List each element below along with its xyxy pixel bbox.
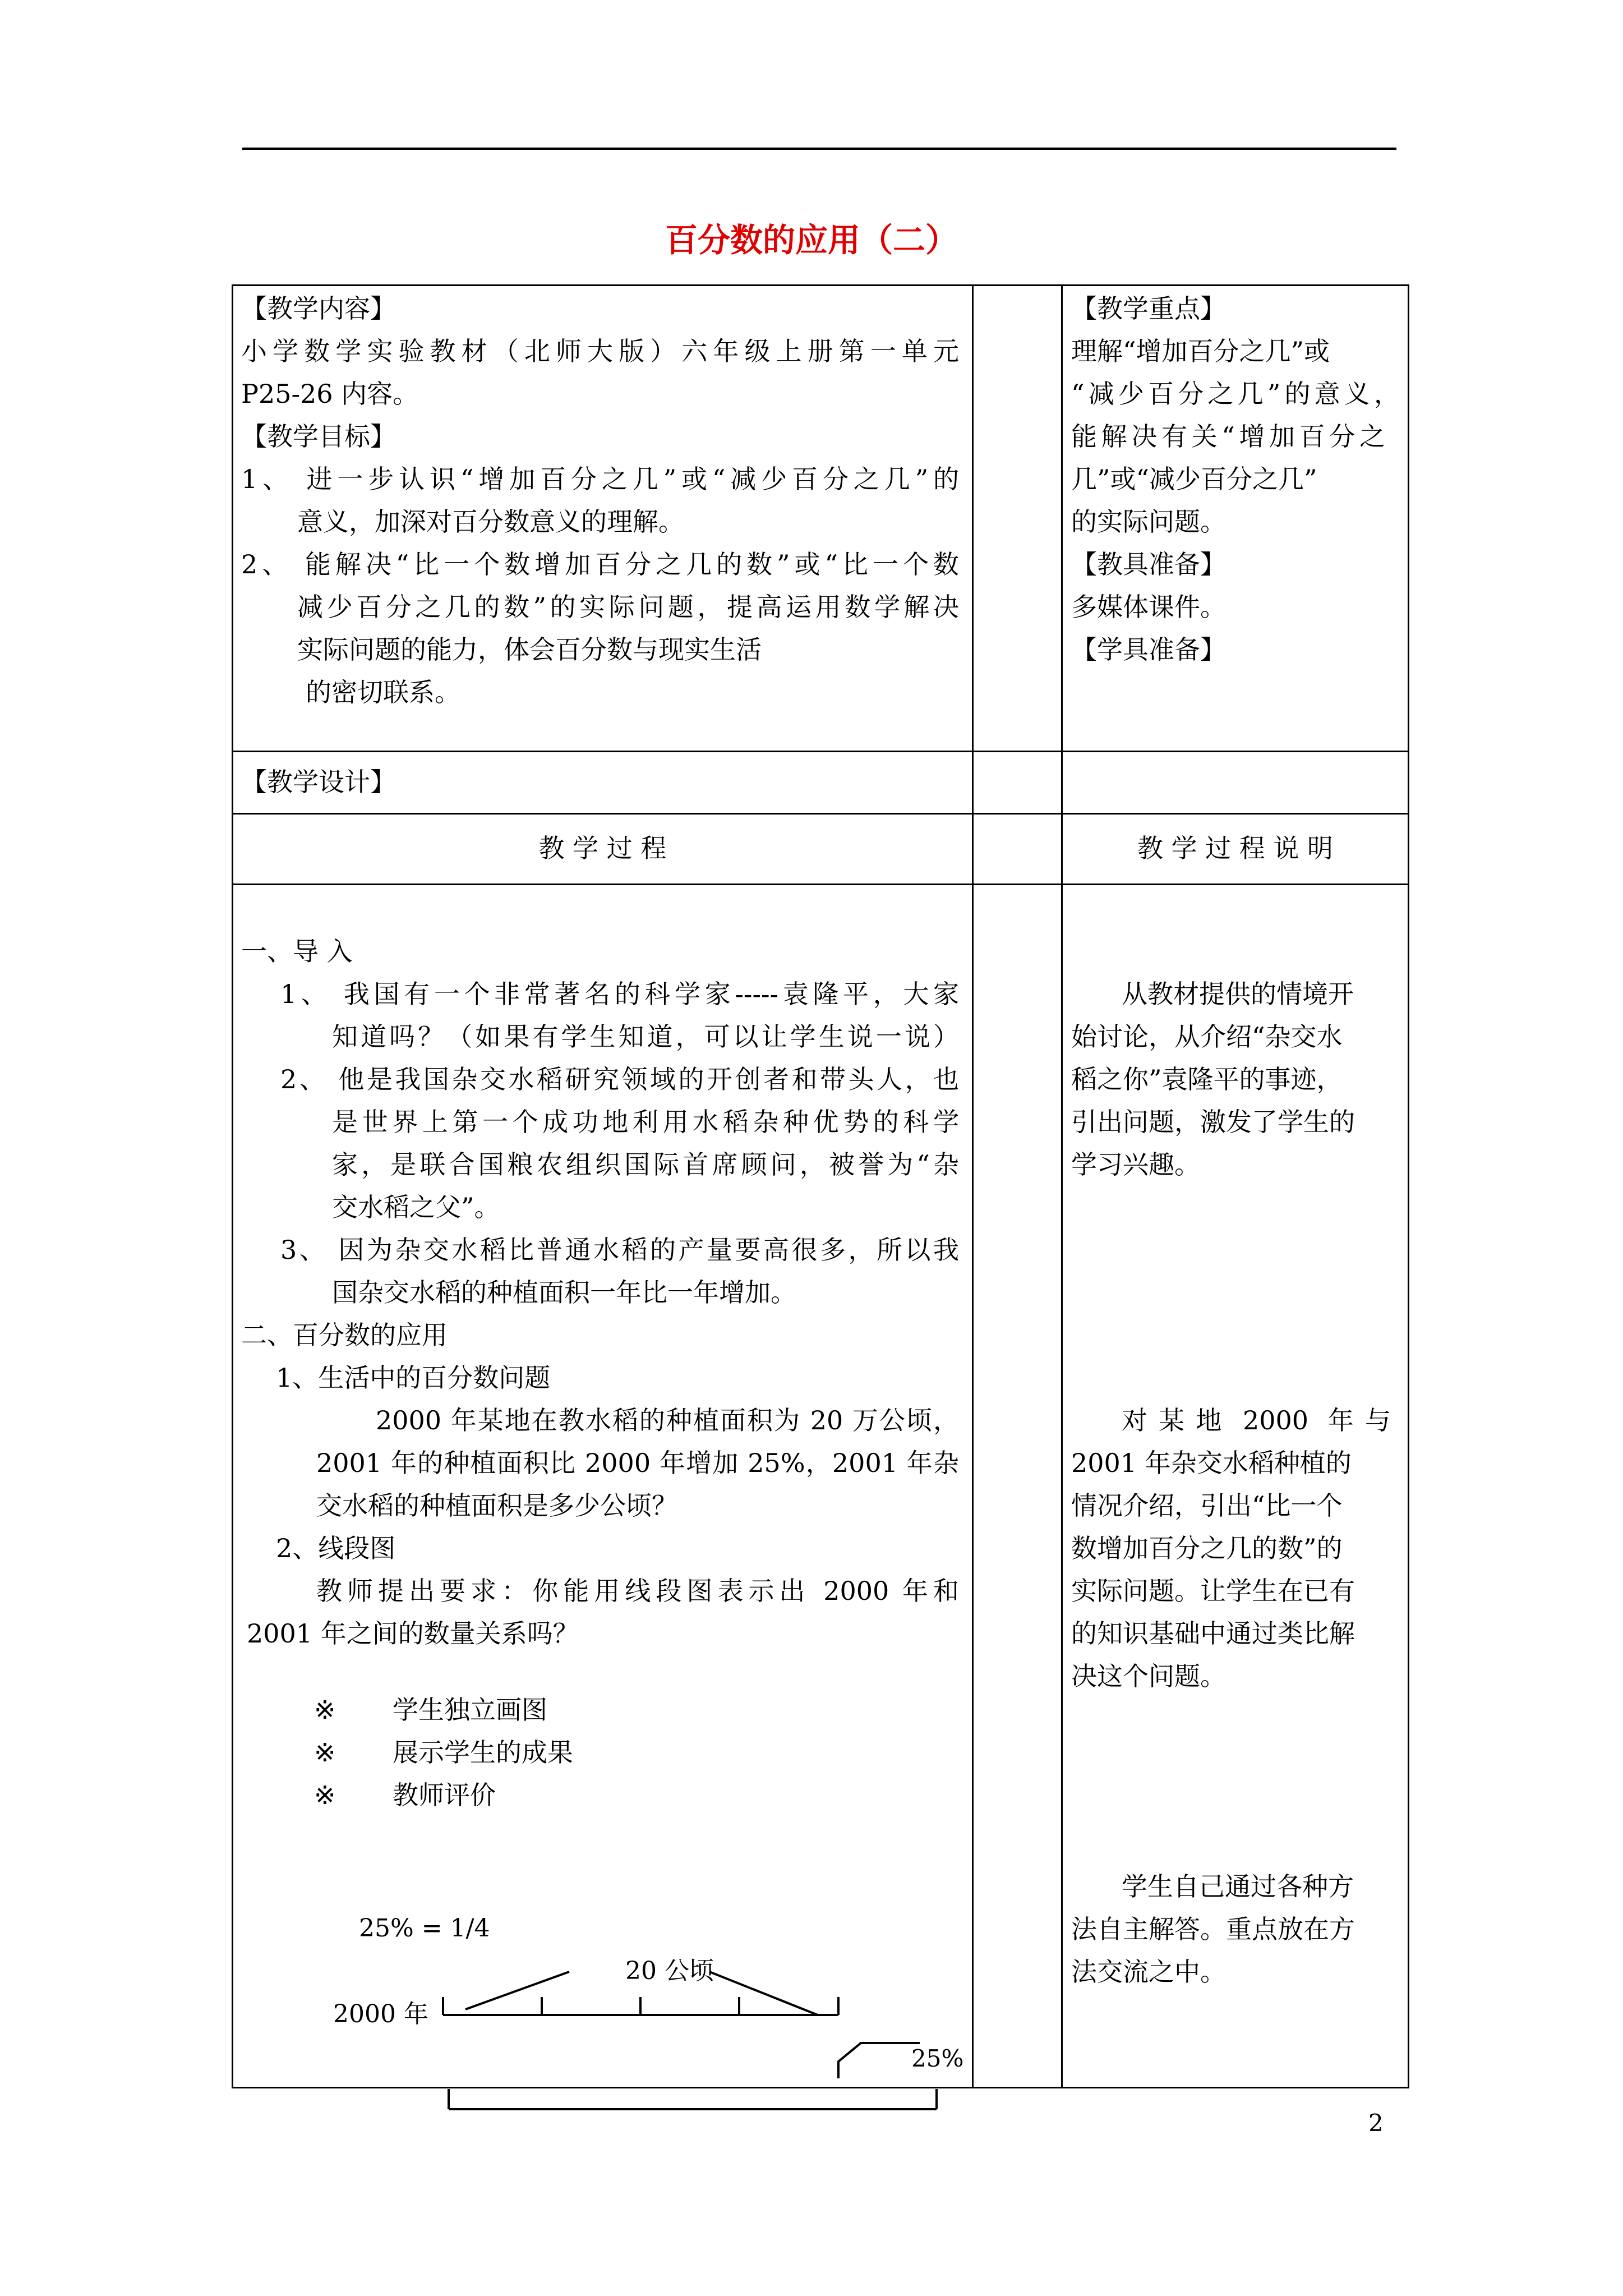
- step-text: 展示学生的成果: [393, 1737, 573, 1768]
- goal-line: 减少百分之几的数”的实际问题，提高运用数学解决: [297, 592, 959, 622]
- note-line: 情况介绍，引出“比一个: [1071, 1490, 1343, 1521]
- year-label: 2000 年: [333, 2000, 428, 2028]
- teacher-request-line: 教师提出要求：你能用线段图表示出 2000 年和: [316, 1576, 959, 1606]
- notes-column-header: 教 学 过 程 说 明: [1137, 833, 1334, 863]
- key-points-line: 理解“增加百分之几”或: [1071, 336, 1330, 366]
- note-line: 法交流之中。: [1071, 1957, 1226, 1987]
- step-mark: ※: [314, 1695, 336, 1725]
- intro-item-line: 知道吗？（如果有学生知道，可以让学生说一说）: [332, 1022, 959, 1052]
- intro-item-line: 2、 他是我国杂交水稻研究领域的开创者和带头人，也: [280, 1064, 959, 1094]
- intro-item-line: 交水稻之父”。: [332, 1192, 500, 1222]
- note-line: 的知识基础中通过类比解: [1071, 1618, 1355, 1649]
- student-tools-heading: 【学具准备】: [1071, 634, 1226, 665]
- note-line: 稻之你”袁隆平的事迹，: [1071, 1064, 1343, 1094]
- page-title: 百分数的应用（二）: [665, 221, 958, 259]
- page-number: 2: [1368, 2109, 1384, 2137]
- teaching-goals-heading: 【教学目标】: [241, 421, 396, 452]
- note-line: 数增加百分之几的数”的: [1071, 1533, 1343, 1563]
- teaching-tools-text: 多媒体课件。: [1071, 592, 1226, 622]
- intro-item-line: 家，是联合国粮农组织国际首席顾问，被誉为“杂: [332, 1149, 959, 1180]
- note-line: 决这个问题。: [1071, 1661, 1226, 1691]
- problem-line: 交水稻的种植面积是多少公顷？: [316, 1490, 677, 1521]
- design-heading: 【教学设计】: [241, 767, 396, 797]
- teaching-content-heading: 【教学内容】: [241, 293, 396, 324]
- key-points-line: 能解决有关“增加百分之: [1071, 421, 1385, 452]
- fraction-label: 25% = 1/4: [359, 1914, 490, 1943]
- note-line: 学习兴趣。: [1071, 1149, 1200, 1180]
- key-points-line: 几”或“减少百分之几”: [1071, 464, 1317, 494]
- note-line: 实际问题。让学生在已有: [1071, 1576, 1355, 1606]
- sub1-heading: 1、生活中的百分数问题: [276, 1363, 551, 1393]
- key-points-heading: 【教学重点】: [1071, 293, 1226, 324]
- intro-item-line: 1、 我国有一个非常著名的科学家-----袁隆平，大家: [280, 979, 959, 1009]
- intro-item-line: 国杂交水稻的种植面积一年比一年增加。: [332, 1277, 796, 1308]
- brace-line: [709, 1972, 818, 2015]
- key-points-line: “减少百分之几”的意义，: [1071, 379, 1400, 409]
- brace-line: [465, 1972, 569, 2009]
- note-line: 2001 年杂交水稻种植的: [1071, 1448, 1352, 1478]
- problem-line: 2001 年的种植面积比 2000 年增加 25%，2001 年杂: [316, 1448, 959, 1478]
- intro-heading: 一、导 入: [241, 936, 353, 967]
- teacher-request-line: 2001 年之间的数量关系吗？: [247, 1618, 579, 1649]
- problem-line: 2000 年某地在教水稻的种植面积为 20 万公顷，: [376, 1405, 959, 1435]
- intro-item-line: 3、 因为杂交水稻比普通水稻的产量要高很多，所以我: [280, 1235, 959, 1265]
- goal-line: 的密切联系。: [306, 677, 460, 707]
- step-mark: ※: [314, 1780, 336, 1810]
- process-column-header: 教 学 过 程: [538, 833, 667, 863]
- percent-pointer: [838, 2043, 920, 2078]
- teaching-content-line: 小学数学实验教材（北师大版）六年级上册第一单元: [241, 336, 959, 366]
- section2-heading: 二、百分数的应用: [241, 1320, 448, 1350]
- sub2-heading: 2、线段图: [276, 1533, 396, 1563]
- note-line: 始讨论，从介绍“杂交水: [1071, 1022, 1343, 1052]
- note-line: 对 某 地 2000 年 与: [1122, 1405, 1391, 1435]
- step-mark: ※: [314, 1737, 336, 1768]
- note-line: 引出问题，激发了学生的: [1071, 1107, 1355, 1137]
- step-text: 学生独立画图: [393, 1695, 547, 1725]
- note-line: 法自主解答。重点放在方: [1071, 1914, 1355, 1944]
- goal-line: 意义，加深对百分数意义的理解。: [297, 507, 684, 537]
- goal-line: 2、 能解决“比一个数增加百分之几的数”或“比一个数: [241, 549, 959, 579]
- step-text: 教师评价: [393, 1780, 496, 1810]
- intro-item-line: 是世界上第一个成功地利用水稻杂种优势的科学: [332, 1107, 959, 1137]
- goal-line: 1、 进一步认识“增加百分之几”或“减少百分之几”的: [241, 464, 959, 494]
- key-points-line: 的实际问题。: [1071, 507, 1226, 537]
- teaching-tools-heading: 【教具准备】: [1071, 549, 1226, 579]
- teaching-content-line: P25-26 内容。: [241, 379, 419, 409]
- note-line: 学生自己通过各种方: [1122, 1871, 1354, 1902]
- goal-line: 实际问题的能力，体会百分数与现实生活: [297, 634, 762, 665]
- note-line: 从教材提供的情境开: [1122, 979, 1354, 1009]
- percent-label: 25%: [911, 2045, 964, 2072]
- amount-label: 20 公顷: [625, 1957, 714, 1985]
